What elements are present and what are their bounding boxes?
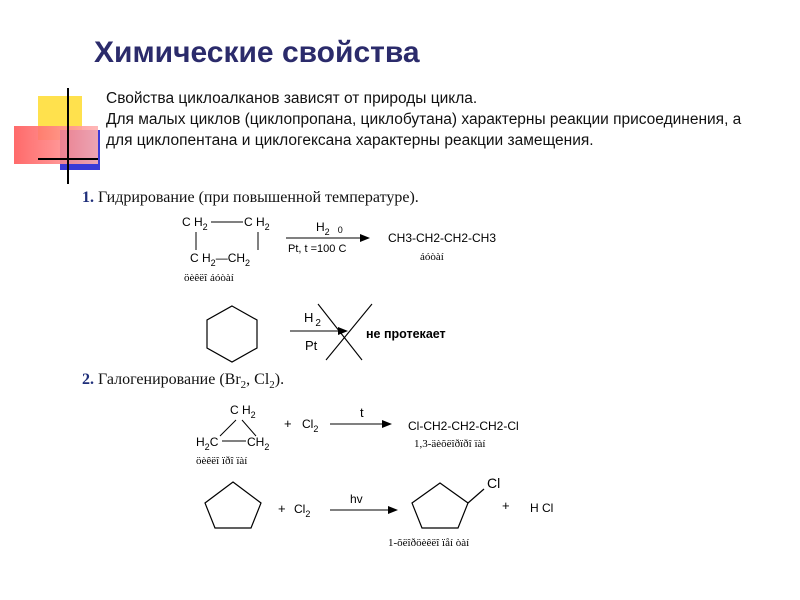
intro-line-1: Свойства циклоалканов зависят от природы цикла.: [106, 90, 478, 107]
section-number: 1.: [82, 189, 94, 206]
section-text: , Cl: [246, 371, 270, 388]
cyclohexane-ring: [207, 306, 257, 362]
reaction-2: [207, 304, 446, 362]
butane-name: áóòàí: [420, 251, 444, 263]
reaction-1: [182, 215, 496, 284]
condition-label: t: [360, 405, 364, 420]
subscript: 2: [240, 379, 247, 392]
dichloropropane-name: 1,3-äèõëîðïðî ïàí: [414, 438, 486, 450]
arrow-bottom-label: Pt: [305, 338, 318, 353]
hydrogen-chloride: H Cl: [530, 501, 554, 515]
cyclobutane-ch2-top-right: C $H_2$: [244, 215, 270, 232]
cyclopropane-ch2-top: C $H_2$: [230, 403, 256, 420]
cross-line-1: [318, 304, 362, 360]
plus-sign: +: [502, 498, 510, 513]
plus-sign: +: [278, 501, 286, 516]
section-number: 2.: [82, 371, 94, 388]
c-cl-bond: [468, 489, 484, 503]
butane-formula: CH3-CH2-CH2-CH3: [388, 231, 497, 245]
cyclopentane-ring: [205, 482, 261, 528]
section-text: Галогенирование (Br: [94, 371, 241, 388]
chlorine-reagent: $Cl_2$: [294, 502, 311, 519]
chlorocyclopentane-name: 1-õëîðöèêëî ïåí òàí: [388, 537, 470, 549]
chlorocyclopentane-ring: [412, 483, 468, 528]
arrow-top-label: H $_2$: [304, 310, 321, 329]
intro-line-2: Для малых циклов (циклопропана, циклобутана) характерны реакции присоединения, а для циклопентана и циклогексана характерны реакции замещения.: [106, 111, 742, 149]
no-reaction-label: не протекает: [366, 327, 446, 341]
reaction-3: [196, 403, 519, 467]
chlorine-reagent: $Cl_2$: [302, 417, 319, 434]
arrow-head: [388, 506, 398, 514]
arrow-top-label: $H_2$ 0: [316, 220, 343, 237]
bond-left: [220, 420, 236, 436]
arrow-head: [382, 420, 392, 428]
cyclobutane-name: öèêëî áóòàí: [184, 272, 234, 284]
cyclobutane-ch2-top-left: C $H_2$: [182, 215, 208, 232]
cyclobutane-ch2-bottom-left: C $H_2—CH_2$: [190, 251, 251, 268]
dichloropropane-formula: Cl-CH2-CH2-CH2-Cl: [408, 419, 519, 433]
page-title: Химические свойства: [94, 36, 420, 69]
chlorine-substituent: Cl: [487, 475, 501, 491]
cyclopropane-ch2-right: $CH_2$: [247, 435, 270, 452]
arrow-bottom-label: Pt, t =100 C: [288, 243, 347, 255]
reaction-4: [205, 475, 553, 549]
condition-label: hv: [350, 492, 363, 506]
cyclopropane-h2c: $H_2C$: [196, 435, 219, 452]
cyclopropane-name: öèêëî ïðî ïàí: [196, 455, 248, 467]
section-text: ).: [274, 371, 285, 388]
section-text: Гидрирование (при повышенной температуре).: [94, 189, 419, 206]
arrow-head: [360, 234, 370, 242]
bond-right: [242, 420, 256, 436]
plus-sign: +: [284, 416, 292, 431]
subscript: 2: [269, 379, 275, 392]
